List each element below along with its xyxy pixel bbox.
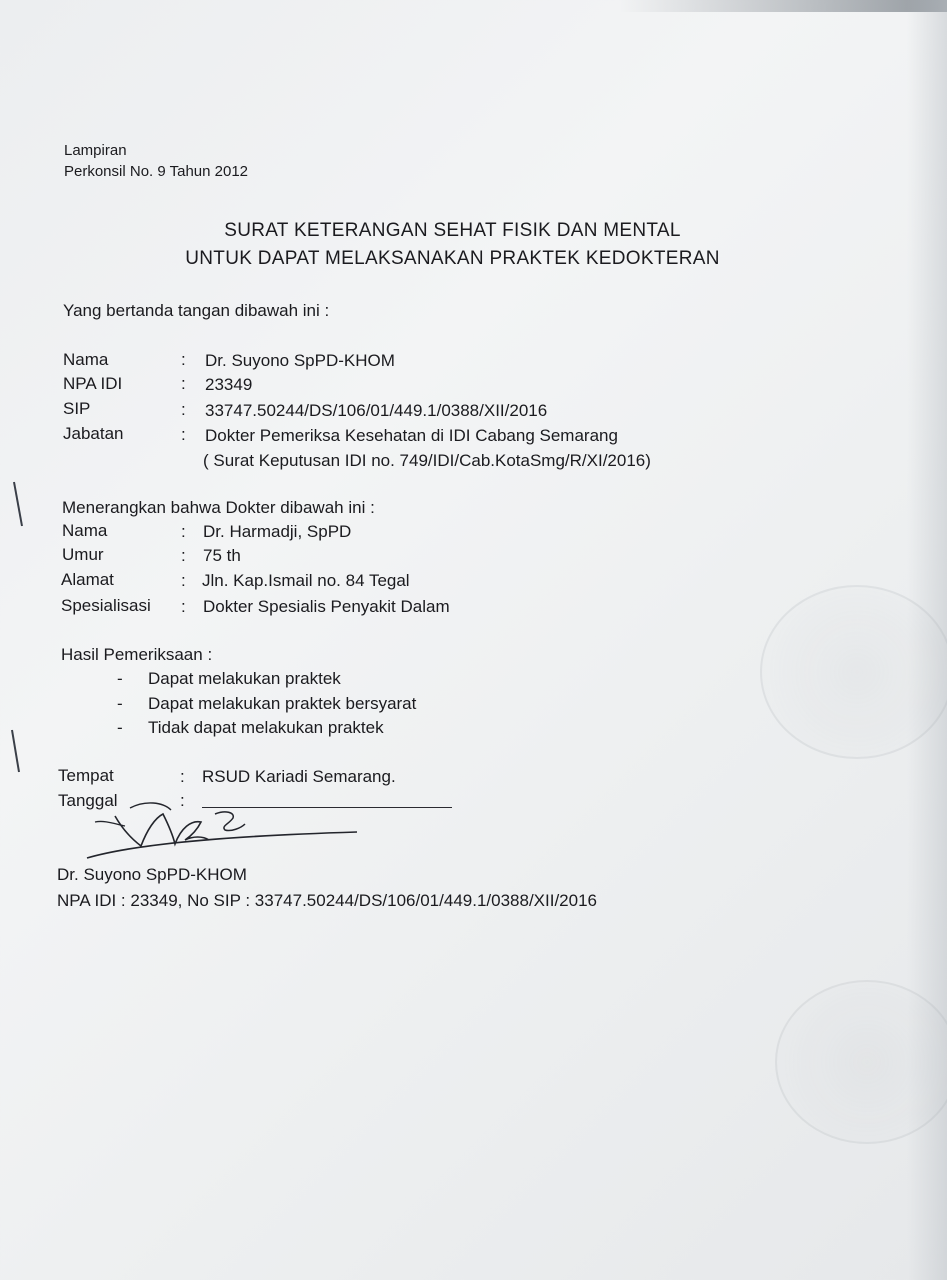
signer-jabatan-label: Jabatan: [63, 424, 124, 443]
colon: :: [181, 350, 186, 369]
document-title-line2: UNTUK DAPAT MELAKSANAKAN PRAKTEK KEDOKTERAN: [185, 248, 720, 269]
subject-nama-label: Nama: [62, 521, 108, 540]
colon: :: [181, 425, 186, 444]
colon: :: [181, 374, 186, 393]
statement-text: Menerangkan bahwa Dokter dibawah ini :: [62, 498, 375, 517]
colon: :: [180, 791, 185, 810]
signer-jabatan-value: Dokter Pemeriksa Kesehatan di IDI Cabang Semarang: [205, 426, 618, 445]
subject-alamat-value: Jln. Kap.Ismail no. 84 Tegal: [202, 571, 410, 590]
subject-spesialisasi-label: Spesialisasi: [61, 596, 151, 615]
colon: :: [180, 767, 185, 786]
signatory-name: Dr. Suyono SpPD-KHOM: [57, 865, 247, 884]
list-bullet: -: [117, 694, 123, 713]
signer-nama-value: Dr. Suyono SpPD-KHOM: [205, 351, 395, 370]
result-option: Dapat melakukan praktek bersyarat: [148, 694, 417, 713]
tempat-label: Tempat: [58, 766, 114, 785]
regulation-reference: Perkonsil No. 9 Tahun 2012: [64, 163, 249, 180]
colon: :: [181, 400, 186, 419]
result-option: Tidak dapat melakukan praktek: [148, 718, 384, 737]
subject-nama-value: Dr. Harmadji, SpPD: [203, 522, 352, 541]
subject-spesialisasi-value: Dokter Spesialis Penyakit Dalam: [203, 597, 450, 616]
colon: :: [181, 571, 186, 590]
signer-nama-label: Nama: [63, 350, 109, 369]
signer-sip-value: 33747.50244/DS/106/01/449.1/0388/XII/2016: [205, 401, 548, 420]
signer-npa-label: NPA IDI: [63, 374, 123, 393]
lampiran-label: Lampiran: [64, 142, 127, 159]
signer-sip-label: SIP: [63, 399, 91, 418]
results-label: Hasil Pemeriksaan :: [61, 645, 213, 664]
colon: :: [181, 546, 186, 565]
subject-alamat-label: Alamat: [61, 570, 114, 589]
tanggal-label: Tanggal: [58, 791, 118, 810]
subject-umur-label: Umur: [62, 545, 104, 564]
colon: :: [181, 597, 186, 616]
signer-jabatan-note: ( Surat Keputusan IDI no. 749/IDI/Cab.KotaSmg/R/XI/2016): [203, 451, 651, 470]
tempat-value: RSUD Kariadi Semarang.: [202, 767, 396, 786]
document-title-line1: SURAT KETERANGAN SEHAT FISIK DAN MENTAL: [224, 220, 681, 241]
list-bullet: -: [117, 718, 123, 737]
list-bullet: -: [117, 669, 123, 688]
signatory-credentials: NPA IDI : 23349, No SIP : 33747.50244/DS/106/01/449.1/0388/XII/2016: [57, 891, 597, 910]
signer-npa-value: 23349: [205, 375, 253, 394]
result-option: Dapat melakukan praktek: [148, 669, 341, 688]
colon: :: [181, 522, 186, 541]
subject-umur-value: 75 th: [203, 546, 241, 565]
intro-text: Yang bertanda tangan dibawah ini :: [63, 301, 330, 320]
